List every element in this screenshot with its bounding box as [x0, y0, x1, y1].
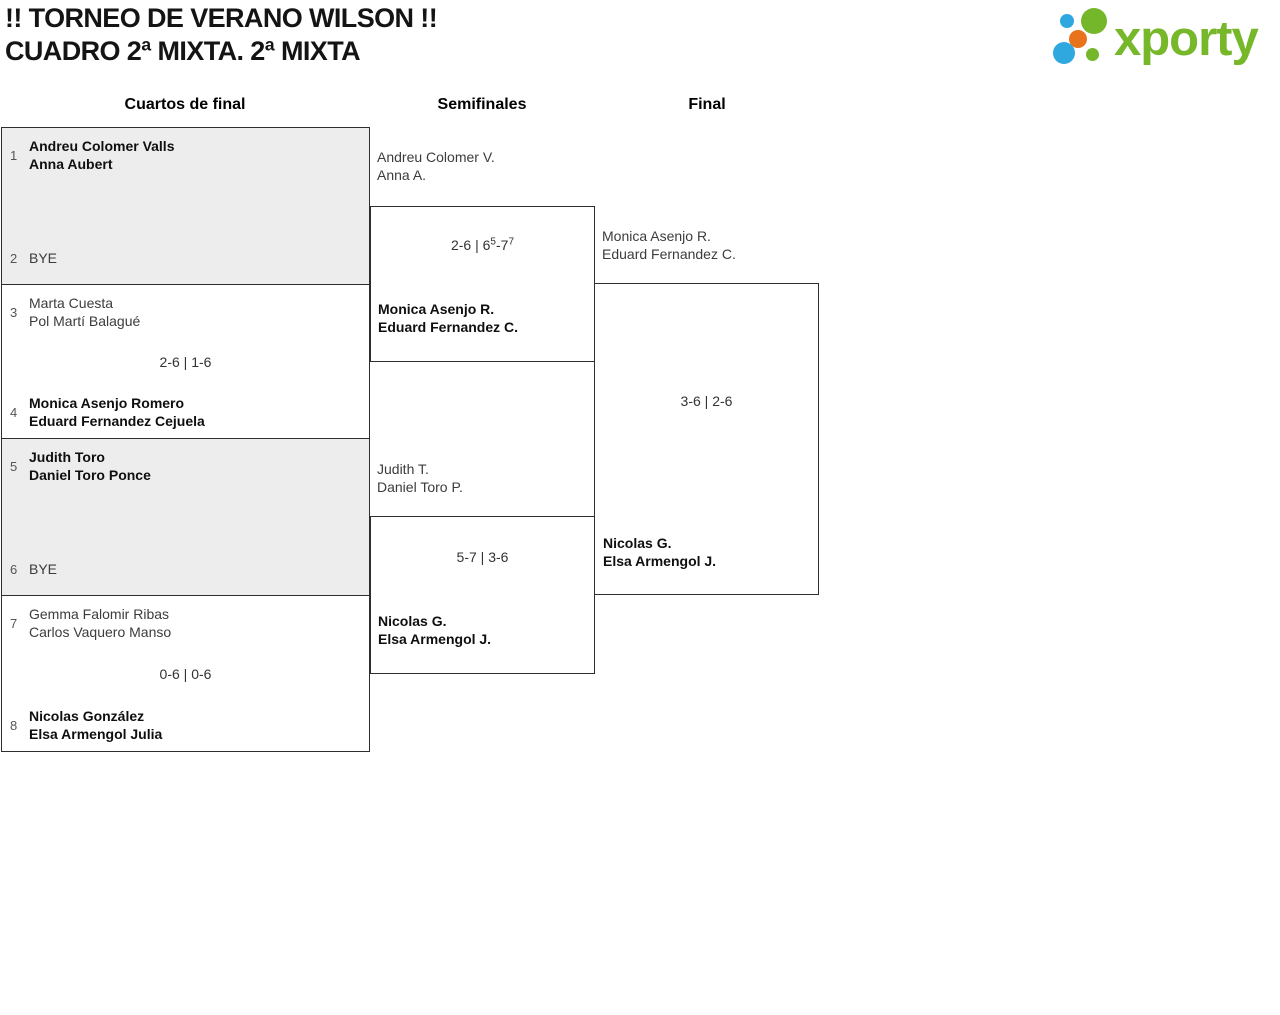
logo-wordmark: xporty: [1114, 12, 1258, 66]
participant: [10, 560, 363, 578]
player-name: Eduard Fernandez C.: [378, 319, 519, 335]
sf2-team-bottom: [378, 612, 491, 648]
player-name: Gemma Falomir Ribas: [29, 606, 170, 622]
tournament-title: [5, 2, 437, 68]
player-name: Eduard Fernandez C.: [602, 246, 736, 262]
final-team-top: [602, 227, 736, 263]
title-line-1: !! TORNEO DE VERANO WILSON !!: [5, 3, 438, 33]
participant: [10, 394, 363, 430]
sf1-team-top: [377, 148, 495, 184]
tiebreak-superscript: 7: [508, 236, 514, 248]
team-names: [29, 137, 174, 173]
player-name: Elsa Armengol J.: [603, 553, 717, 569]
team-names: BYE: [29, 561, 58, 577]
player-name: Carlos Vaquero Manso: [29, 624, 172, 640]
player-name: Anna A.: [377, 167, 427, 183]
player-name: Pol Martí Balagué: [29, 313, 141, 329]
sf-match-1: [370, 206, 595, 362]
qf-match-1: [1, 127, 370, 285]
team-names: [29, 707, 162, 743]
team-names: [29, 394, 205, 430]
player-name: Andreu Colomer Valls: [29, 138, 175, 154]
team-names: [29, 448, 151, 484]
player-name: Elsa Armengol J.: [378, 631, 492, 647]
player-name: Eduard Fernandez Cejuela: [29, 413, 205, 429]
player-name: Daniel Toro Ponce: [29, 467, 151, 483]
logo-dot-blue-small-icon: [1060, 14, 1074, 28]
title-line-2: CUADRO 2ª MIXTA. 2ª MIXTA: [5, 36, 360, 66]
match-score: 2-6 | 1-6: [159, 354, 212, 370]
player-name: Daniel Toro P.: [377, 479, 463, 495]
player-name: Judith T.: [377, 461, 429, 477]
team-names: BYE: [29, 250, 58, 266]
match-score: 5-7 | 3-6: [456, 549, 509, 565]
seed-number: 3: [10, 304, 18, 320]
qf-match-2: [1, 284, 370, 439]
team-names: [29, 294, 140, 330]
player-name: Marta Cuesta: [29, 295, 114, 311]
sf-match-2: [370, 516, 595, 674]
final-team-bottom: [603, 534, 716, 570]
participant: [10, 707, 363, 743]
xporty-logo[interactable]: [1050, 5, 1280, 71]
player-name: Monica Asenjo R.: [602, 228, 711, 244]
player-name: Judith Toro: [29, 449, 105, 465]
player-name: Monica Asenjo R.: [378, 301, 495, 317]
seed-number: 6: [10, 561, 18, 577]
logo-dot-green-large-icon: [1081, 8, 1107, 34]
seed-number: 8: [10, 717, 18, 733]
participant: [10, 137, 363, 173]
seed-number: 5: [10, 458, 18, 474]
player-name: Nicolas González: [29, 708, 145, 724]
qf-match-4: [1, 595, 370, 752]
participant: [10, 294, 363, 330]
sf2-team-top: [377, 460, 463, 496]
qf-match-3: [1, 438, 370, 596]
participant: [10, 249, 363, 267]
player-name: Andreu Colomer V.: [377, 149, 495, 165]
sf1-team-bottom: [378, 300, 518, 336]
round-header-final: Final: [688, 96, 726, 113]
tiebreak-superscript: 5: [490, 236, 496, 248]
player-name: Nicolas G.: [378, 613, 447, 629]
match-score: 3-6 | 2-6: [680, 393, 733, 409]
logo-dot-green-small-icon: [1086, 48, 1099, 61]
final-match: [594, 283, 819, 595]
logo-dot-blue-large-icon: [1053, 42, 1075, 64]
player-name: Anna Aubert: [29, 156, 113, 172]
seed-number: 4: [10, 404, 18, 420]
round-header-cuartos: Cuartos de final: [124, 96, 246, 113]
team-names: [29, 605, 171, 641]
player-name: Nicolas G.: [603, 535, 672, 551]
seed-number: 2: [10, 250, 18, 266]
match-score: 0-6 | 0-6: [159, 666, 212, 682]
participant: [10, 448, 363, 484]
seed-number: 7: [10, 615, 18, 631]
participant: [10, 605, 363, 641]
round-header-semifinales: Semifinales: [437, 96, 527, 113]
seed-number: 1: [10, 147, 18, 163]
match-score: 2-6 | $6^5-7^7$: [450, 236, 514, 253]
player-name: Monica Asenjo Romero: [29, 395, 185, 411]
player-name: Elsa Armengol Julia: [29, 726, 163, 742]
